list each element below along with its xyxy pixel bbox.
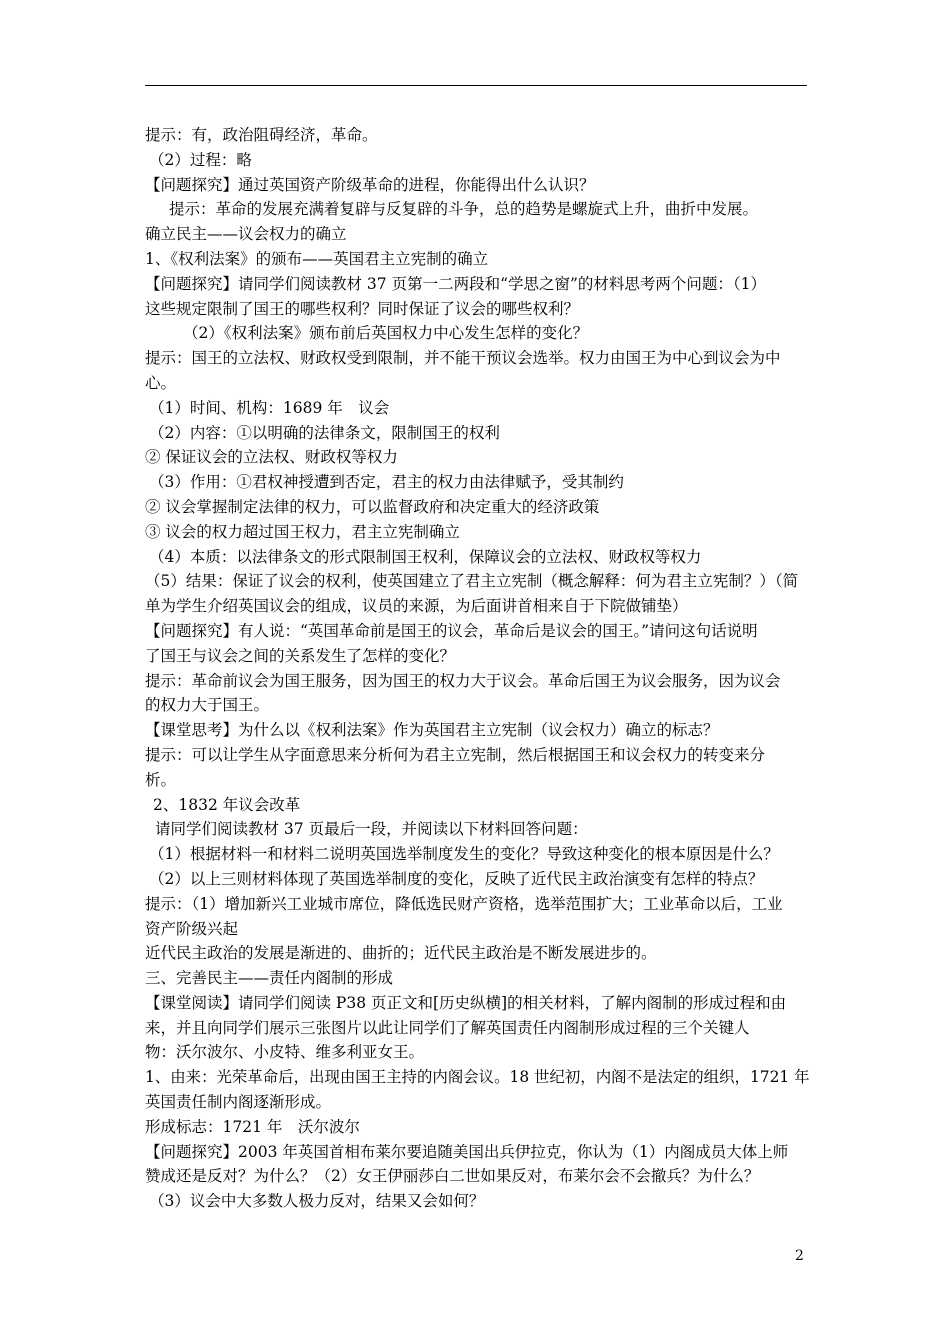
text-line: 这些规定限制了国王的哪些权利？同时保证了议会的哪些权利？: [145, 299, 580, 318]
text-line: 提示：革命的发展充满着复辟与反复辟的斗争，总的趋势是螺旋式上升，曲折中发展。: [169, 200, 759, 219]
text-line: ② 议会掌握制定法律的权力，可以监督政府和决定重大的经济政策: [145, 497, 600, 516]
text-line: 提示：革命前议会为国王服务，因为国王的权力大于议会。革命后国王为议会服务，因为议会: [145, 671, 781, 690]
text-line: 【课堂阅读】请同学们阅读 P38 页正文和[历史纵横]的相关材料，了解内阁制的形成过程和由: [145, 993, 787, 1012]
text-line: 【问题探究】通过英国资产阶级革命的进程，你能得出什么认识？: [145, 175, 595, 194]
text-line: 析。: [145, 770, 177, 789]
text-line: 提示：国王的立法权、财政权受到限制，并不能干预议会选举。权力由国王为中心到议会为中: [145, 349, 781, 368]
document-body: [145, 123, 810, 1214]
text-line: 【问题探究】有人说：“英国革命前是国王的议会，革命后是议会的国王。”请问这句话说明: [145, 621, 758, 640]
text-line: ② 保证议会的立法权、财政权等权力: [145, 448, 398, 467]
text-line: 提示：（1）增加新兴工业城市席位，降低选民财产资格，选举范围扩大；工业革命以后，工业: [145, 894, 783, 913]
text-line: 请同学们阅读教材 37 页最后一段，并阅读以下材料回答问题：: [155, 820, 588, 839]
subsection-heading: 2、1832 年议会改革: [153, 795, 301, 814]
text-line: （3）作用：①君权神授遭到否定，君主的权力由法律赋予，受其制约: [149, 473, 624, 492]
text-line: （5）结果：保证了议会的权利，使英国建立了君主立宪制（概念解释：何为君主立宪制？）（简: [145, 572, 799, 591]
text-line: 近代民主政治的发展是渐进的、曲折的；近代民主政治是不断发展进步的。: [145, 944, 657, 963]
text-line: 的权力大于国王。: [145, 696, 270, 715]
text-line: （1）根据材料一和材料二说明英国选举制度发生的变化？导致这种变化的根本原因是什么？: [149, 845, 779, 864]
text-line: 了国王与议会之间的关系发生了怎样的变化？: [145, 646, 456, 665]
subsection-heading: 1、《权利法案》的颁布——英国君主立宪制的确立: [145, 249, 489, 268]
text-line: 提示：有，政治阻碍经济，革命。: [145, 126, 378, 144]
text-line: 【问题探究】请同学们阅读教材 37 页第一二两段和“学思之窗”的材料思考两个问题：（1）: [145, 274, 767, 293]
text-line: （2）以上三则材料体现了英国选举制度的变化，反映了近代民主政治演变有怎样的特点？: [149, 869, 764, 888]
text-line: 心。: [145, 373, 177, 392]
text-line: （3）议会中大多数人极力反对，结果又会如何？: [149, 1192, 485, 1211]
page-number: 2: [795, 1248, 804, 1264]
text-line: 提示：可以让学生从字面意思来分析何为君主立宪制，然后根据国王和议会权力的转变来分: [145, 745, 766, 764]
text-line: （2）内容：①以明确的法律条文，限制国王的权利: [149, 423, 500, 442]
text-line: 单为学生介绍英国议会的组成，议员的来源，为后面讲首相来自于下院做铺垫）: [145, 597, 688, 616]
text-line: 【问题探究】2003 年英国首相布莱尔要追随美国出兵伊拉克，你认为（1）内阁成员大体上师: [145, 1142, 789, 1161]
section-heading: 确立民主——议会权力的确立: [145, 225, 347, 244]
text-line: （4）本质：以法律条文的形式限制国王权利，保障议会的立法权、财政权等权力: [149, 547, 702, 566]
text-line: 来，并且向同学们展示三张图片以此让同学们了解英国责任内阁制形成过程的三个关键人: [145, 1018, 750, 1037]
text-line: ③ 议会的权力超过国王权力，君主立宪制确立: [145, 522, 460, 541]
text-line: （2）过程：略: [149, 150, 252, 169]
text-line: 1、由来：光荣革命后，出现由国王主持的内阁会议。18 世纪初，内阁不是法定的组织，1721 年: [145, 1068, 810, 1087]
text-line: 【课堂思考】为什么以《权利法案》作为英国君主立宪制（议会权力）确立的标志？: [145, 721, 719, 740]
text-line: 赞成还是反对？为什么？（2）女王伊丽莎白二世如果反对，布莱尔会不会撤兵？为什么？: [145, 1167, 760, 1186]
header-rule: [145, 85, 807, 86]
text-line: 资产阶级兴起: [145, 919, 239, 938]
text-line: 英国责任制内阁逐渐形成。: [145, 1093, 332, 1112]
section-heading: 三、完善民主——责任内阁制的形成: [145, 969, 394, 988]
text-line: 形成标志：1721 年 沃尔波尔: [145, 1117, 360, 1136]
text-line: （1）时间、机构：1689 年 议会: [149, 398, 390, 417]
text-line: （2）《权利法案》颁布前后英国权力中心发生怎样的变化？: [183, 324, 589, 343]
text-line: 物：沃尔波尔、小皮特、维多利亚女王。: [145, 1043, 425, 1062]
